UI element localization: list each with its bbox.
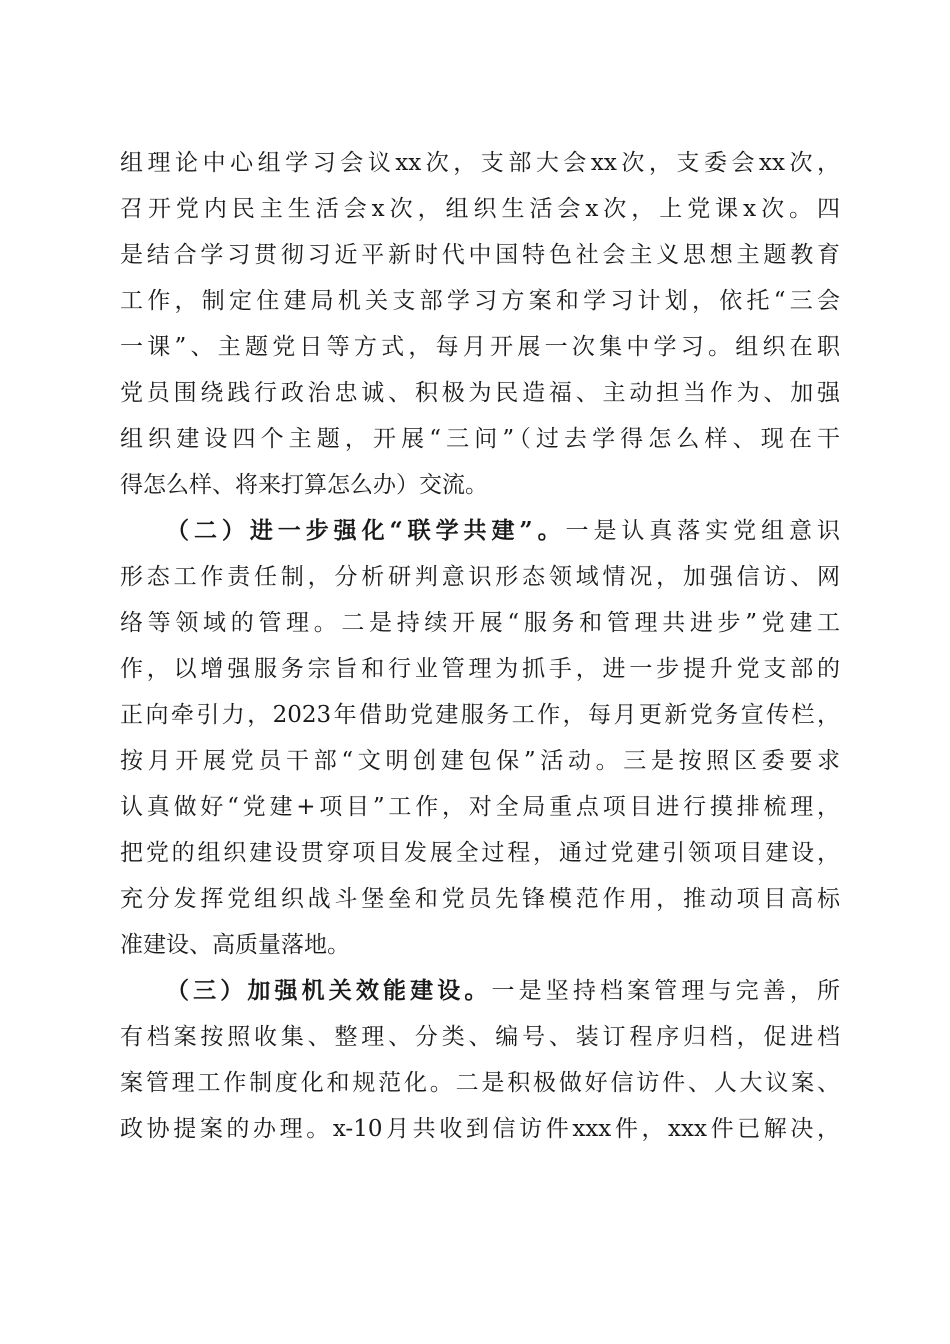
paragraph-line: 政协提案的办理。x-10月共收到信访件xxx件，xxx件已解决，: [120, 1116, 840, 1142]
paragraph-line: 形态工作责任制，分析研判意识形态领域情况，加强信访、网: [120, 564, 840, 590]
section-first-line-text: 一是认真落实党组意识: [565, 518, 840, 544]
paragraph-line: 组理论中心组学习会议xx次，支部大会xx次，支委会xx次，: [120, 150, 840, 176]
paragraph-line: 得怎么样、将来打算怎么办）交流。: [120, 472, 488, 498]
paragraph-line: 作，以增强服务宗旨和行业管理为抓手，进一步提升党支部的: [120, 656, 840, 682]
section-first-line-text: 一是坚持档案管理与完善，所: [491, 978, 840, 1004]
paragraph-line: 按月开展党员干部“文明创建包保”活动。三是按照区委要求: [120, 748, 840, 774]
paragraph-line: 工作，制定住建局机关支部学习方案和学习计划，依托“三会: [120, 288, 840, 314]
paragraph-line: 一课”、主题党日等方式，每月开展一次集中学习。组织在职: [120, 334, 840, 360]
paragraph-line: 把党的组织建设贯穿项目发展全过程，通过党建引领项目建设，: [120, 840, 840, 866]
paragraph-line: 召开党内民主生活会x次，组织生活会x次，上党课x次。四: [120, 196, 840, 222]
paragraph-line: 案管理工作制度化和规范化。二是积极做好信访件、人大议案、: [120, 1070, 840, 1096]
paragraph-line: 络等领域的管理。二是持续开展“服务和管理共进步”党建工: [120, 610, 840, 636]
paragraph-line: 有档案按照收集、整理、分类、编号、装订程序归档，促进档: [120, 1024, 840, 1050]
section-heading-line: [166, 508, 840, 554]
paragraph-line: 准建设、高质量落地。: [120, 932, 350, 958]
paragraph-line: 充分发挥党组织战斗堡垒和党员先锋模范作用，推动项目高标: [120, 886, 840, 912]
paragraph-line: 正向牵引力，2023年借助党建服务工作，每月更新党务宣传栏，: [120, 702, 840, 728]
section-heading: （三）加强机关效能建设。: [166, 977, 492, 1004]
paragraph-line: 组织建设四个主题，开展“三问”（过去学得怎么样、现在干: [120, 426, 840, 452]
section-heading: （二）进一步强化“联学共建”。: [166, 517, 566, 544]
section-heading-line: [166, 968, 840, 1014]
paragraph-line: 党员围绕践行政治忠诚、积极为民造福、主动担当作为、加强: [120, 380, 840, 406]
paragraph-line: 认真做好“党建+项目”工作，对全局重点项目进行摸排梳理，: [120, 794, 840, 820]
paragraph-line: 是结合学习贯彻习近平新时代中国特色社会主义思想主题教育: [120, 242, 840, 268]
